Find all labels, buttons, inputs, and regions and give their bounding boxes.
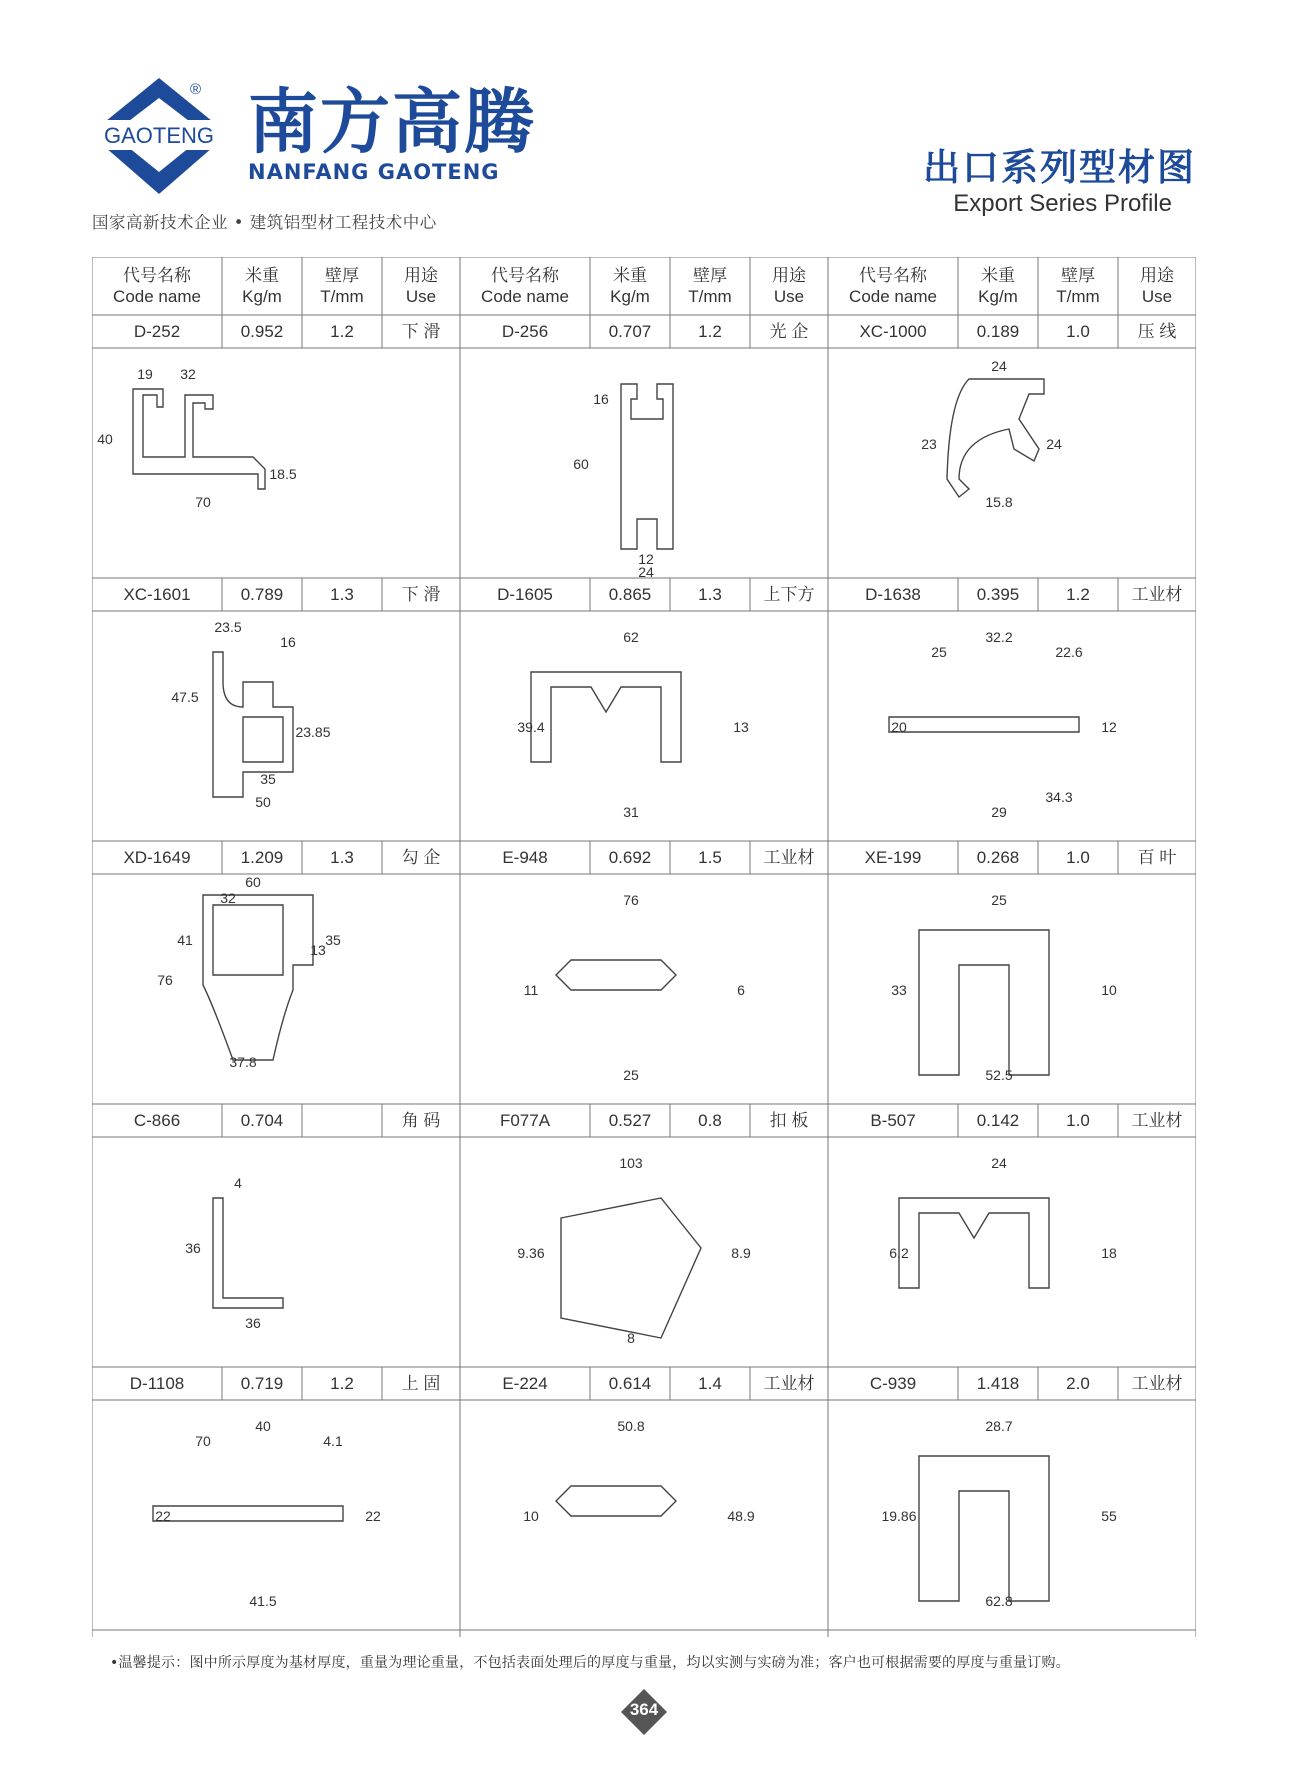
dimension-label: 35 bbox=[260, 771, 276, 787]
profile-drawing-D-1605 bbox=[461, 612, 827, 840]
cell-thickness: 1.2 bbox=[698, 322, 722, 341]
dimension-label: 40 bbox=[97, 431, 113, 447]
cell-code: E-224 bbox=[502, 1374, 548, 1393]
cell-thickness bbox=[302, 1104, 382, 1137]
profile-drawing-F077A bbox=[461, 1138, 827, 1366]
dimension-label: 60 bbox=[573, 456, 589, 472]
header-use bbox=[1118, 257, 1196, 315]
dimension-label: 24 bbox=[991, 1155, 1007, 1171]
cell-weight: 0.527 bbox=[608, 1111, 652, 1130]
dimension-label: 40 bbox=[255, 1418, 271, 1434]
cell-weight: 0.719 bbox=[240, 1374, 284, 1393]
cell-weight: 1.209 bbox=[240, 848, 284, 867]
dimension-label: 18 bbox=[1101, 1245, 1117, 1261]
dimension-label: 8.9 bbox=[731, 1245, 751, 1261]
header-thickness-line: 壁厚 bbox=[1061, 266, 1095, 285]
header-thickness-line: T/mm bbox=[320, 287, 364, 306]
page-title-en: Export Series Profile bbox=[953, 190, 1172, 217]
header-thickness bbox=[670, 257, 750, 315]
dimension-label: 70 bbox=[195, 1433, 211, 1449]
profile-shape bbox=[531, 672, 681, 762]
profile-shape bbox=[213, 652, 293, 797]
page-number: 364 bbox=[629, 1700, 659, 1719]
cell-weight: 0.614 bbox=[608, 1374, 652, 1393]
dimension-label: 18.5 bbox=[269, 466, 297, 482]
dimension-label: 35 bbox=[325, 932, 341, 948]
dimension-label: 23 bbox=[921, 436, 937, 452]
cell-use: 工业材 bbox=[1131, 585, 1183, 604]
header-code bbox=[828, 257, 958, 315]
svg-text:®: ® bbox=[190, 81, 202, 98]
dimension-label: 9.36 bbox=[517, 1245, 545, 1261]
cell-thickness: 1.0 bbox=[1066, 1111, 1090, 1130]
cell-code: XE-199 bbox=[864, 848, 922, 867]
cell-code: B-507 bbox=[870, 1111, 916, 1130]
header-weight-line: Kg/m bbox=[242, 287, 282, 306]
dimension-label: 19.86 bbox=[881, 1508, 917, 1524]
profile-shape bbox=[556, 1486, 676, 1516]
profile-drawing-C-866 bbox=[93, 1138, 459, 1366]
cell-thickness: 1.2 bbox=[1066, 585, 1090, 604]
profile-drawing-B-507 bbox=[829, 1138, 1195, 1366]
cell-use: 角 码 bbox=[401, 1111, 441, 1130]
dimension-label: 23.85 bbox=[295, 724, 331, 740]
dimension-label: 55 bbox=[1101, 1508, 1117, 1524]
header-code-line: Code name bbox=[849, 287, 937, 306]
profile-drawing-D-256 bbox=[461, 349, 827, 577]
cell-thickness: 1.3 bbox=[330, 848, 354, 867]
dimension-label: 33 bbox=[891, 982, 907, 998]
dimension-label: 13 bbox=[733, 719, 749, 735]
cell-weight: 0.692 bbox=[608, 848, 652, 867]
cell-weight: 0.142 bbox=[976, 1111, 1020, 1130]
dimension-label: 22.6 bbox=[1055, 644, 1083, 660]
profile-drawing-E-948 bbox=[461, 875, 827, 1103]
profile-drawing-D-1108 bbox=[93, 1401, 459, 1629]
dimension-label: 36 bbox=[245, 1315, 261, 1331]
cell-thickness: 1.2 bbox=[330, 1374, 354, 1393]
profile-shape bbox=[213, 1198, 283, 1308]
cell-use: 百 叶 bbox=[1137, 848, 1177, 867]
cell-use: 下 滑 bbox=[401, 322, 441, 341]
dimension-label: 48.9 bbox=[727, 1508, 755, 1524]
cell-thickness: 1.2 bbox=[330, 322, 354, 341]
cell-code: D-252 bbox=[133, 322, 181, 341]
dimension-label: 16 bbox=[593, 391, 609, 407]
dimension-label: 25 bbox=[623, 1067, 639, 1083]
dimension-label: 62 bbox=[623, 629, 639, 645]
profile-drawing-D-252 bbox=[93, 349, 459, 577]
dimension-label: 34.3 bbox=[1045, 789, 1073, 805]
profile-shape bbox=[889, 717, 1079, 732]
dimension-label: 50.8 bbox=[617, 1418, 645, 1434]
dimension-label: 4.1 bbox=[323, 1433, 343, 1449]
gaoteng-logo bbox=[86, 76, 232, 198]
header-weight-line: 米重 bbox=[981, 266, 1015, 285]
profile-drawing-D-1638 bbox=[829, 612, 1195, 840]
dimension-label: 37.8 bbox=[229, 1054, 257, 1070]
dimension-label: 50 bbox=[255, 794, 271, 810]
dimension-label: 36 bbox=[185, 1240, 201, 1256]
profile-drawing-XC-1000 bbox=[829, 349, 1195, 577]
dimension-label: 13 bbox=[310, 942, 326, 958]
cell-weight: 0.865 bbox=[608, 585, 652, 604]
profile-shape bbox=[133, 389, 265, 489]
header-use bbox=[382, 257, 460, 315]
profile-shape bbox=[203, 895, 313, 1060]
header-use-line: Use bbox=[773, 287, 805, 306]
cell-code: E-948 bbox=[502, 848, 548, 867]
dimension-label: 103 bbox=[619, 1155, 643, 1171]
tagline: 国家高新技术企业 • 建筑铝型材工程技术中心 bbox=[92, 213, 437, 232]
cell-thickness: 0.8 bbox=[698, 1111, 722, 1130]
cell-code: XC-1601 bbox=[123, 585, 191, 604]
dimension-label: 76 bbox=[623, 892, 639, 908]
dimension-label: 24 bbox=[638, 564, 654, 577]
profile-shape bbox=[919, 1456, 1049, 1601]
header-code-line: 代号名称 bbox=[859, 266, 927, 285]
cell-code: D-256 bbox=[501, 322, 549, 341]
dimension-label: 25 bbox=[991, 892, 1007, 908]
cell-weight: 0.395 bbox=[976, 585, 1020, 604]
profile-shape bbox=[621, 384, 673, 549]
cell-thickness: 1.5 bbox=[698, 848, 722, 867]
dimension-label: 24 bbox=[991, 358, 1007, 374]
profile-shape bbox=[919, 930, 1049, 1075]
cell-weight: 1.418 bbox=[976, 1374, 1020, 1393]
profile-drawing-XD-1649 bbox=[93, 875, 459, 1103]
profile-table bbox=[92, 257, 1196, 1637]
cell-code: XD-1649 bbox=[123, 848, 191, 867]
header-use bbox=[750, 257, 828, 315]
header-use-line: 用途 bbox=[1140, 266, 1174, 285]
dimension-label: 10 bbox=[523, 1508, 539, 1524]
header-weight bbox=[958, 257, 1038, 315]
profile-shape bbox=[899, 1198, 1049, 1288]
cell-thickness: 1.0 bbox=[1066, 322, 1090, 341]
cell-thickness: 2.0 bbox=[1066, 1374, 1090, 1393]
header-code bbox=[92, 257, 222, 315]
cell-code: D-1638 bbox=[865, 585, 921, 604]
dimension-label: 28.7 bbox=[985, 1418, 1013, 1434]
cell-thickness: 1.4 bbox=[698, 1374, 722, 1393]
dimension-label: 29 bbox=[991, 804, 1007, 820]
cell-code: D-1108 bbox=[129, 1374, 185, 1393]
header-thickness bbox=[302, 257, 382, 315]
cell-weight: 0.189 bbox=[976, 322, 1020, 341]
dimension-label: 6 bbox=[737, 982, 745, 998]
dimension-label: 22 bbox=[155, 1508, 171, 1524]
cell-use: 工业材 bbox=[1131, 1374, 1183, 1393]
cell-use: 上下方 bbox=[763, 585, 815, 604]
dimension-label: 60 bbox=[245, 875, 261, 890]
header-thickness bbox=[1038, 257, 1118, 315]
dimension-label: 19 bbox=[137, 366, 153, 382]
dimension-label: 32.2 bbox=[985, 629, 1013, 645]
page-title-cn: 出口系列型材图 bbox=[923, 146, 1196, 189]
header-weight-line: 米重 bbox=[245, 266, 279, 285]
cell-use: 勾 企 bbox=[401, 848, 441, 867]
dimension-label: 76 bbox=[157, 972, 173, 988]
dimension-label: 12 bbox=[638, 551, 654, 567]
header-thickness-line: 壁厚 bbox=[693, 266, 727, 285]
header-thickness-line: 壁厚 bbox=[325, 266, 359, 285]
header-weight-line: Kg/m bbox=[610, 287, 650, 306]
cell-code: C-939 bbox=[869, 1374, 917, 1393]
header-thickness-line: T/mm bbox=[688, 287, 732, 306]
dimension-label: 22 bbox=[365, 1508, 381, 1524]
header-use-line: 用途 bbox=[772, 266, 806, 285]
cell-thickness: 1.3 bbox=[698, 585, 722, 604]
header-weight bbox=[590, 257, 670, 315]
cell-code: C-866 bbox=[133, 1111, 181, 1130]
logo-text: GAOTENG bbox=[103, 123, 215, 148]
cell-weight: 0.789 bbox=[240, 585, 284, 604]
dimension-label: 41 bbox=[177, 932, 193, 948]
dimension-label: 12 bbox=[1101, 719, 1117, 735]
header-code-line: 代号名称 bbox=[491, 266, 559, 285]
header-weight-line: 米重 bbox=[613, 266, 647, 285]
dimension-label: 70 bbox=[195, 494, 211, 510]
cell-weight: 0.268 bbox=[976, 848, 1020, 867]
dimension-label: 4 bbox=[234, 1175, 242, 1191]
dimension-label: 15.8 bbox=[985, 494, 1013, 510]
profile-shape bbox=[561, 1198, 701, 1338]
cell-weight: 0.707 bbox=[608, 322, 652, 341]
cell-code: D-1605 bbox=[497, 585, 553, 604]
profile-drawing-E-224 bbox=[461, 1401, 827, 1629]
brand-name-en: NANFANG GAOTENG bbox=[248, 160, 500, 184]
cell-thickness: 1.0 bbox=[1066, 848, 1090, 867]
dimension-label: 39.4 bbox=[517, 719, 545, 735]
profile-drawing-XC-1601 bbox=[93, 612, 459, 840]
dimension-label: 47.5 bbox=[171, 689, 199, 705]
header-code-line: 代号名称 bbox=[123, 266, 191, 285]
brand-name-cn: 南方高腾 bbox=[248, 81, 536, 163]
profile-shape bbox=[153, 1506, 343, 1521]
header-weight bbox=[222, 257, 302, 315]
cell-use: 工业材 bbox=[763, 848, 815, 867]
dimension-label: 8 bbox=[627, 1330, 635, 1346]
dimension-label: 25 bbox=[931, 644, 947, 660]
header-code bbox=[460, 257, 590, 315]
dimension-label: 6.2 bbox=[889, 1245, 909, 1261]
header-weight-line: Kg/m bbox=[978, 287, 1018, 306]
dimension-label: 11 bbox=[523, 982, 539, 998]
dimension-label: 10 bbox=[1101, 982, 1117, 998]
cell-use: 上 固 bbox=[401, 1374, 441, 1393]
footnote: •温馨提示：图中所示厚度为基材厚度，重量为理论重量，不包括表面处理后的厚度与重量，均以实测与实磅为准；客户也可根据需要的厚度与重量订购。 bbox=[110, 1655, 1070, 1671]
dimension-label: 20 bbox=[891, 719, 907, 735]
cell-code: XC-1000 bbox=[859, 322, 927, 341]
header-code-line: Code name bbox=[481, 287, 569, 306]
header-use-line: Use bbox=[405, 287, 437, 306]
cell-code: F077A bbox=[499, 1111, 551, 1130]
header-use-line: 用途 bbox=[404, 266, 438, 285]
cell-use: 压 线 bbox=[1137, 322, 1177, 341]
cell-use: 扣 板 bbox=[769, 1111, 809, 1130]
dimension-label: 62.8 bbox=[985, 1593, 1013, 1609]
dimension-label: 41.5 bbox=[249, 1593, 277, 1609]
header-thickness-line: T/mm bbox=[1056, 287, 1100, 306]
dimension-label: 31 bbox=[623, 804, 639, 820]
profile-drawing-XE-199 bbox=[829, 875, 1195, 1103]
dimension-label: 52.5 bbox=[985, 1067, 1013, 1083]
profile-shape bbox=[947, 379, 1044, 497]
cell-use: 光 企 bbox=[769, 322, 809, 341]
header-code-line: Code name bbox=[113, 287, 201, 306]
profile-shape bbox=[556, 960, 676, 990]
header-use-line: Use bbox=[1141, 287, 1173, 306]
dimension-label: 32 bbox=[180, 366, 196, 382]
cell-use: 工业材 bbox=[1131, 1111, 1183, 1130]
cell-thickness: 1.3 bbox=[330, 585, 354, 604]
dimension-label: 24 bbox=[1046, 436, 1062, 452]
dimension-label: 16 bbox=[280, 634, 296, 650]
dimension-label: 32 bbox=[220, 890, 236, 906]
cell-use: 下 滑 bbox=[401, 585, 441, 604]
cell-weight: 0.704 bbox=[240, 1111, 284, 1130]
dimension-label: 23.5 bbox=[214, 619, 242, 635]
cell-weight: 0.952 bbox=[240, 322, 284, 341]
cell-use: 工业材 bbox=[763, 1374, 815, 1393]
profile-drawing-C-939 bbox=[829, 1401, 1195, 1629]
